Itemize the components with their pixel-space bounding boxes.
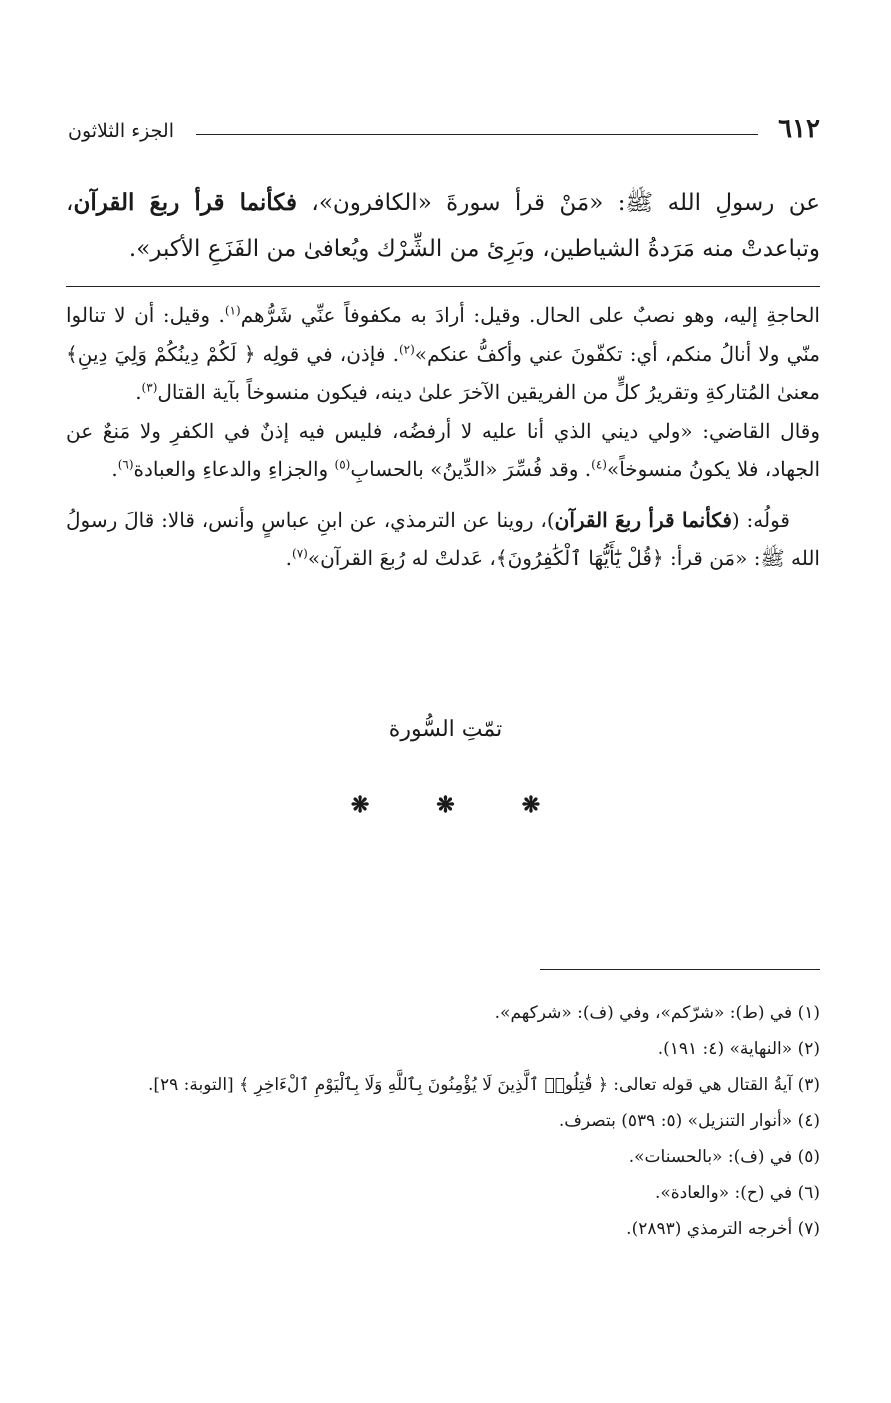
footnote: (٦) في (ح): «والعادة». [654,1183,820,1203]
footnote: (٤) «أنوار التنزيل» (٥: ٥٣٩) بتصرف. [558,1111,820,1131]
footnote-divider [540,969,820,970]
footnote: (٧) أخرجه الترمذي (٢٨٩٣). [626,1219,820,1239]
commentary-segment: . [135,380,142,404]
asterism-icon: ❋ [436,792,455,818]
page-number: ٦١٢ [778,114,820,144]
commentary-segment: الحاجةِ إليه، وهو نصبٌ على الحال. وقيل: أرادَ به مكفوفاً عنِّي شَرُّهم [240,303,820,327]
matn-segment: ، وتباعدتْ منه مَرَدةُ الشياطين، وبَرِئ من الشِّرْك ويُعافىٰ من الفَزَعِ الأكبر». [66,190,820,262]
commentary-segment: وقال القاضي: «ولي ديني الذي أنا عليه لا أرفضُه، فليس فيه إذنٌ في الكفرِ ولا مَنعٌ عن الجهاد، فلا يكونُ منسوخاً» [66,418,820,481]
asterism-icon: ❋ [521,792,541,818]
footnote-ref: (٥) [334,457,351,472]
matn-segment: عن رسولِ الله ﷺ: «مَنْ قرأ سورةَ «الكافرون»، [297,190,820,216]
footnote-ref: (٣) [141,380,158,395]
footnotes [66,995,820,1247]
commentary-paragraph [66,412,820,489]
footnote: (١) في (ط): «شرّكم»، وفي (ف): «شركهم». [494,1003,820,1023]
part-title: الجزء الثلاثون [68,120,174,142]
footnote-ref: (٢) [398,341,415,356]
commentary-text [66,296,820,578]
commentary-segment: . [111,457,118,481]
footnote: (٣) آيةُ القتال هي قوله تعالى: ﴿ قَٰتِلُوا۟ ٱلَّذِينَ لَا يُؤْمِنُونَ بِٱللَّهِ وَلَا بِٱلْيَوْمِ ٱلْءَاخِرِ ﴾ [التوبة: ٢٩]. [147,1075,820,1095]
asterism-icon: ❋ [350,792,370,818]
footnote-ref: (٦) [117,457,134,472]
matn-text [66,180,820,272]
matn-bold-phrase: فكأنما قرأ ربعَ القرآن [73,189,297,216]
commentary-segment: . فإذن، في قولِه ﴿ لَكُمْ دِينُكُمْ وَلِيَ دِينِ﴾ معنىٰ المُتاركةِ وتقريرُ كلٍّ من الفريقين الآخرَ علىٰ دينه، فيكون منسوخاً بآية القتال [66,341,820,404]
commentary-segment: والجزاءِ والدعاءِ والعبادة [133,457,335,481]
page-header [68,112,820,158]
footnote: (٥) في (ف): «بالحسنات». [628,1147,820,1167]
commentary-segment: . وقد فُسِّرَ «الدِّينُ» بالحسابِ [350,457,592,481]
commentary-segment: )، روينا عن الترمذي، عن ابنِ عباسٍ وأنس، قالا: قالَ رسولُ الله ﷺ: «مَن قرأ: ﴿قُلْ يَٰٓأَيُّهَا ٱلْكَٰفِرُونَ﴾، عَدلتْ له رُبعَ القرآن» [66,507,820,570]
section-separator [0,790,891,821]
commentary-paragraph [66,296,820,412]
commentary-paragraph [66,501,820,578]
surah-end-title: تمّتِ السُّورة [388,717,503,742]
header-rule [196,134,758,135]
matn-divider [66,286,820,287]
commentary-segment: . وقيل: أن لا تنالوا منّي ولا أنالُ منكم، أي: تكفّونَ عني وأكفُّ عنكم» [66,303,821,366]
commentary-segment: . [285,546,292,570]
commentary-segment: قولُه: ( [731,507,790,532]
footnote-ref: (٤) [591,457,607,472]
footnote-ref: (٧) [292,546,308,561]
footnote-ref: (١) [224,303,241,318]
commentary-bold-phrase: فكأنما قرأ ربعَ القرآن [554,507,732,532]
footnote: (٢) «النهاية» (٤: ١٩١). [657,1039,820,1059]
